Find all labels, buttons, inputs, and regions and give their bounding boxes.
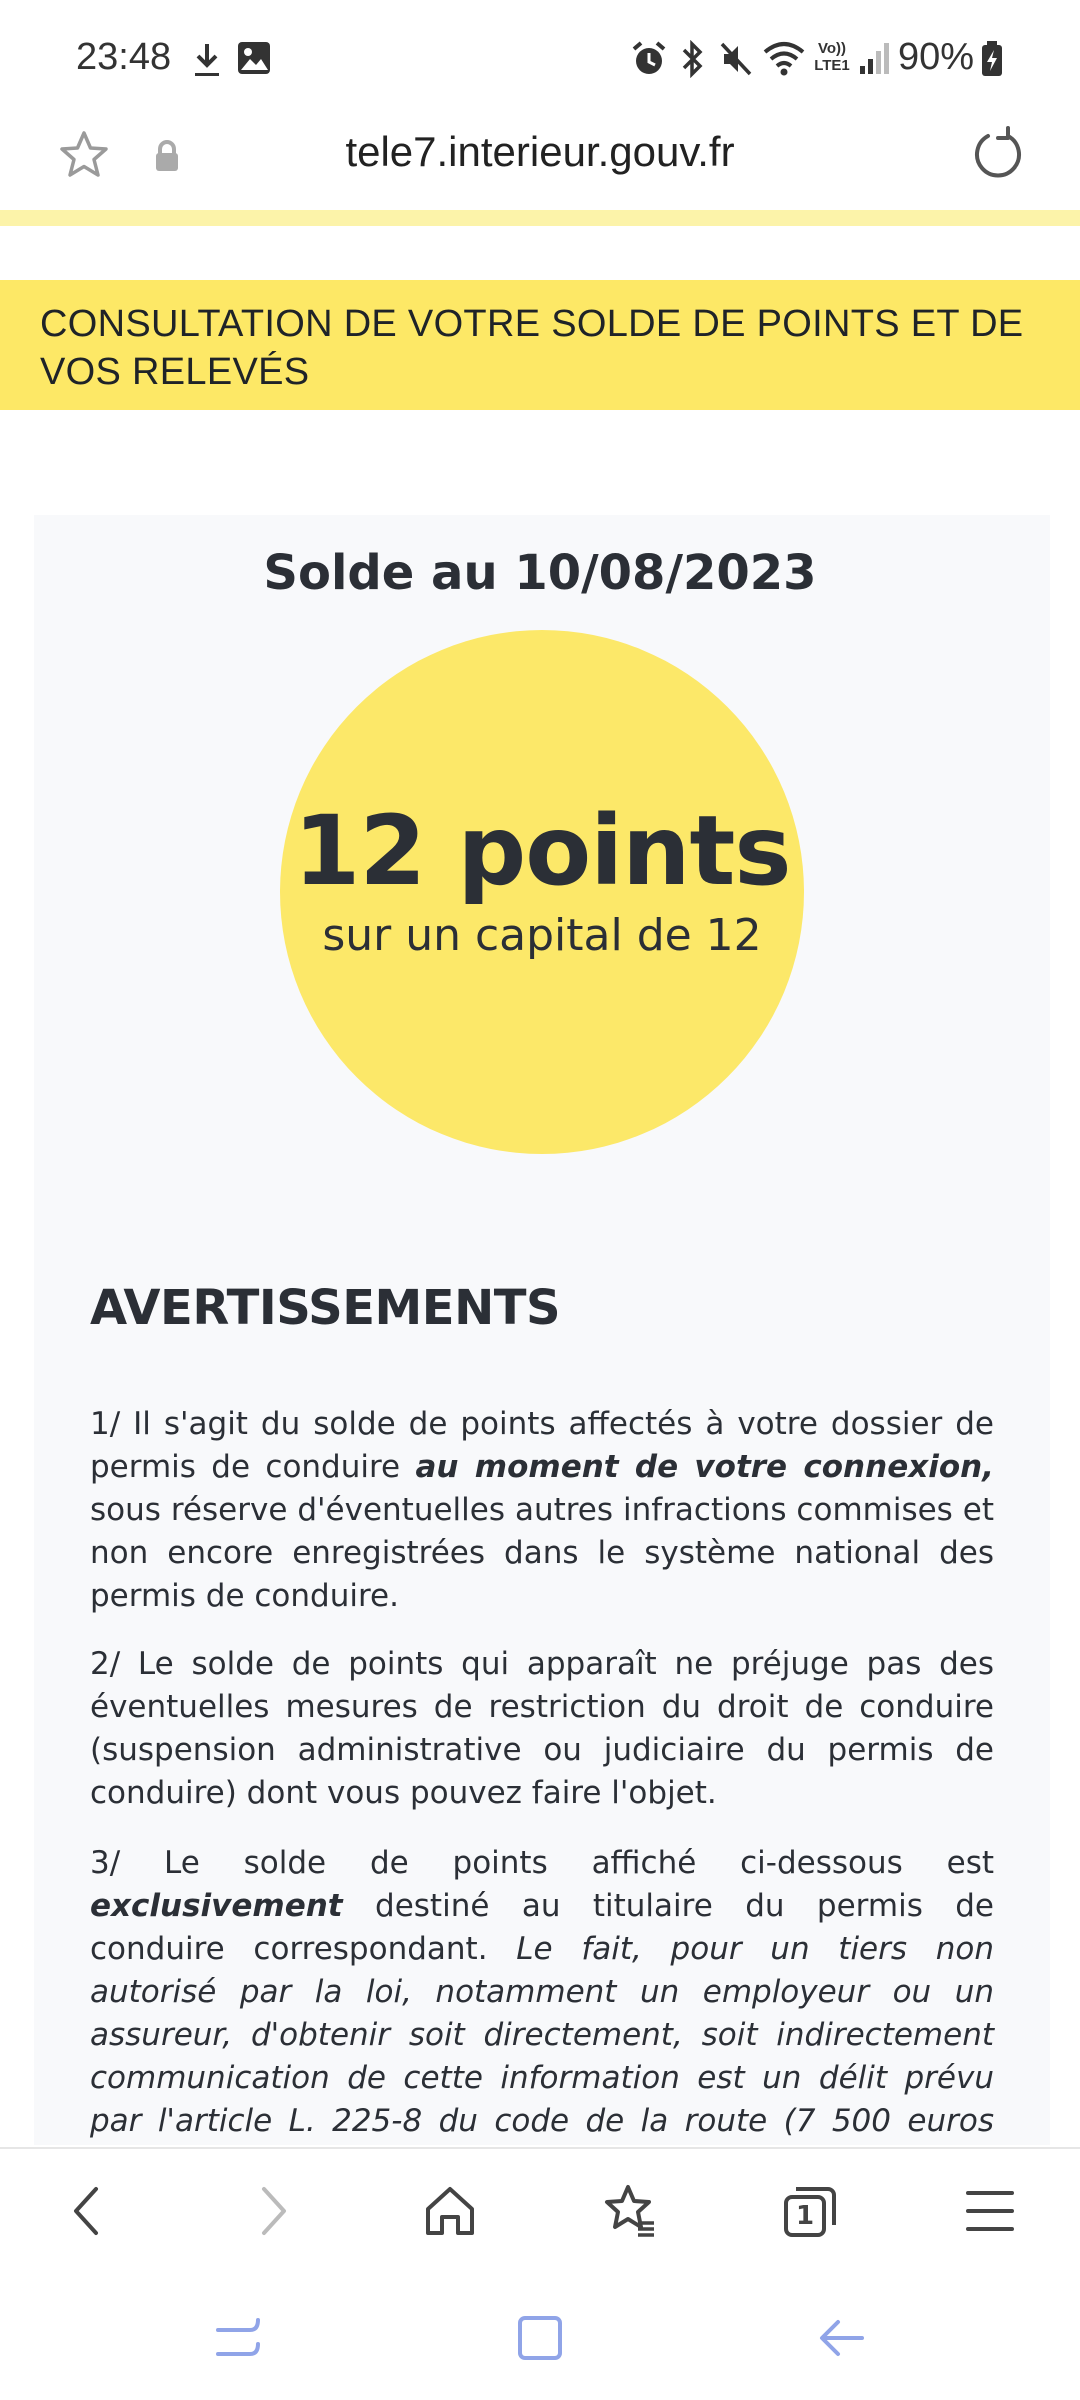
page-banner <box>0 280 1080 410</box>
download-icon <box>190 40 224 80</box>
bluetooth-icon <box>678 40 708 78</box>
page-title: CONSULTATION DE VOTRE SOLDE DE POINTS ET DE VOS RELEVÉS <box>40 303 1024 393</box>
signal-icon <box>858 40 892 76</box>
warning-3-text-a: 3/ Le solde de points affiché ci-dessous est <box>90 1845 994 1881</box>
warning-1-text-a: 1/ Il s'agit du solde de points affectés à votre dossier de permis de conduire <box>90 1406 994 1485</box>
warnings-title: AVERTISSEMENTS <box>90 1280 561 1336</box>
mute-icon <box>718 40 754 78</box>
header-accent-line <box>0 210 1080 226</box>
warning-paragraph-2: 2/ Le solde de points qui apparaît ne préjuge pas des éventuelles mesures de restriction du droit de conduire (suspension administrative ou judiciaire du permis de conduire) dont vous pouvez faire l'objet. <box>90 1646 994 1811</box>
balance-date-title: Solde au 10/08/2023 <box>263 545 817 601</box>
back-nav-icon[interactable] <box>814 2310 870 2366</box>
menu-icon[interactable] <box>958 2179 1022 2243</box>
wifi-icon <box>762 40 806 78</box>
warning-3-legal-note: Le fait, pour un tiers non autorisé par la loi, notamment un employeur ou un assureur, d'obtenir soit directement, soit indirectement communication de cette information est un délit prévu par l'article L. 225-8 du code de la route (7 500 euros <box>90 1931 994 2139</box>
tabs-button[interactable] <box>778 2179 842 2243</box>
home-nav-icon[interactable] <box>512 2310 568 2366</box>
system-nav-bar <box>0 2272 1080 2400</box>
reload-icon[interactable] <box>968 126 1024 182</box>
status-time: 23:48 <box>76 36 172 78</box>
warning-3-emphasis: exclusivement <box>90 1888 343 1924</box>
warning-paragraph-3 <box>90 1842 994 2186</box>
points-capital: sur un capital de 12 <box>322 910 762 961</box>
battery-icon <box>980 40 1004 78</box>
forward-icon[interactable] <box>240 2179 304 2243</box>
battery-percent: 90% <box>897 36 974 78</box>
url-text[interactable]: tele7.interieur.gouv.fr <box>345 128 735 175</box>
warning-1-text-c: sous réserve d'éventuelles autres infractions commises et non encore enregistrées dans le système national des permis de conduire. <box>90 1492 994 1614</box>
warning-1-emphasis: au moment de votre connexion, <box>415 1449 994 1485</box>
warning-paragraph-1 <box>90 1403 994 1618</box>
home-icon[interactable] <box>418 2179 482 2243</box>
bookmarks-icon[interactable] <box>598 2179 662 2243</box>
recent-apps-icon[interactable] <box>210 2310 266 2366</box>
warning-3-text-c: destiné au titulaire du permis de conduire correspondant. <box>90 1888 994 1967</box>
url-bar <box>0 118 1080 210</box>
points-value: 12 points <box>293 795 791 907</box>
points-circle <box>280 630 804 1154</box>
back-icon[interactable] <box>56 2179 120 2243</box>
image-icon <box>236 40 272 76</box>
browser-toolbar <box>0 2147 1080 2273</box>
status-bar <box>0 0 1080 118</box>
network-label: Vo)) LTE1 <box>814 40 850 74</box>
tabs-count: 1 <box>795 2201 815 2231</box>
alarm-icon <box>630 40 668 78</box>
